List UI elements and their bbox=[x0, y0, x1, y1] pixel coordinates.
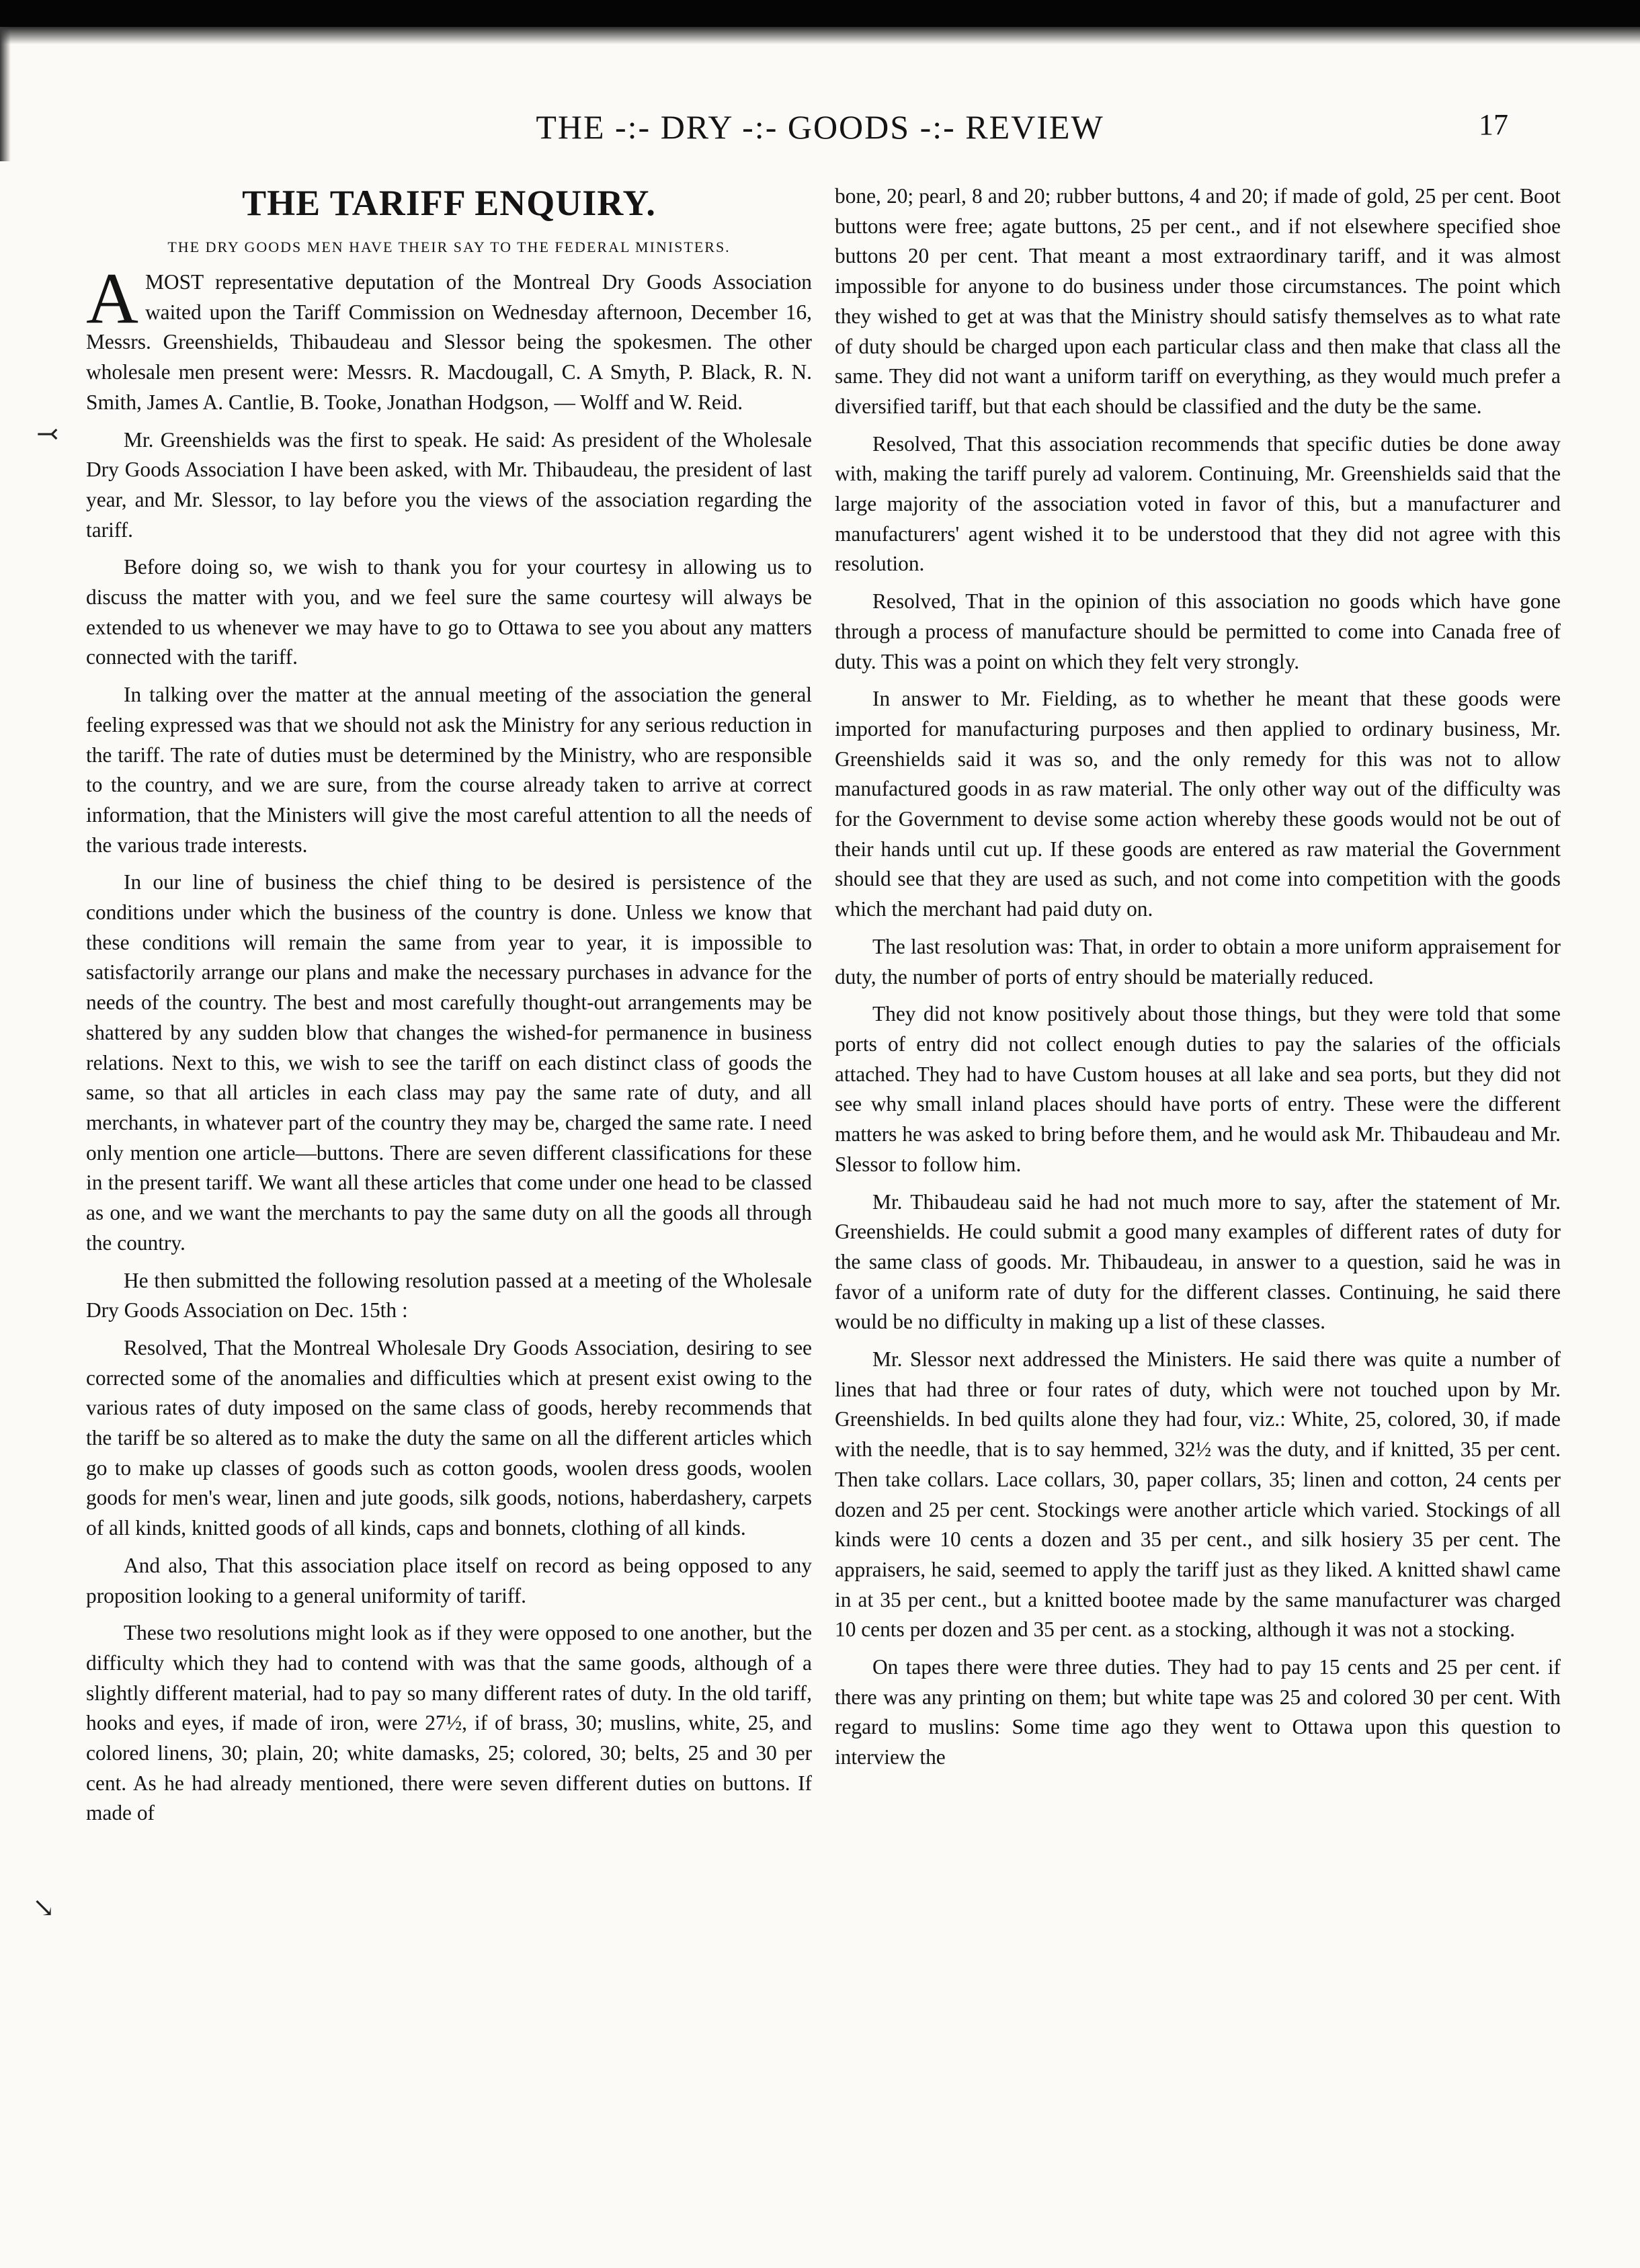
paragraph: He then submitted the following resolution passed at a meeting of the Wholesale Dry Goods Association on Dec. 15th : bbox=[86, 1268, 812, 1322]
paragraph: Before doing so, we wish to thank you for your courtesy in allowing us to discuss the matter with you, and we feel sure the same courtesy will always be extended to us whenever we may have to go to Ottawa to see you about any matters connected with the tariff. bbox=[86, 555, 812, 669]
paragraph: On tapes there were three duties. They had to pay 15 cents and 25 per cent. if there was any printing on them; but white tape was 25 and colored 30 per cent. With regard to muslins: Some time ago they went to Ottawa upon this question to interview the bbox=[835, 1655, 1561, 1769]
paragraph: Resolved, That this association recommends that specific duties be done away with, making the tariff purely ad valorem. Continuing, Mr. Greenshields said that the large majority of the association voted in favor of this, but a manufacturer and manufacturers' agent wished it to be understood that they did not agree with this resolution. bbox=[835, 431, 1561, 576]
paragraph: Mr. Thibaudeau said he had not much more to say, after the statement of Mr. Greenshields. He could submit a good many examples of different rates of duty for the same class of goods. Mr. Thibaudeau, in answer to a question, said he was in favor of a uniform rate of duty for the different classes. Continuing, he said there would be no difficulty in making up a list of these classes. bbox=[835, 1189, 1561, 1334]
paragraph: bone, 20; pearl, 8 and 20; rubber buttons, 4 and 20; if made of gold, 25 per cent. Boot buttons were free; agate buttons, 25 per cent., and if not elsewhere specified shoe buttons 20 per cent. That meant a most extraordinary tariff, and it was almost impossible for anyone to do business under those circumstances. The point which they wished to get at was that the Ministry should satisfy themselves as to what rate of duty should be charged upon each particular class and then make that class all the same. They did not want a uniform tariff on everything, as they would much prefer a diversified tariff, but that each should be classified and the duty be the same. bbox=[835, 184, 1561, 418]
paragraph: These two resolutions might look as if they were opposed to one another, but the difficulty which they had to contend with was that the same goods, although of a slightly different material, had to pay so many different rates of duty. In the old tariff, hooks and eyes, if made of iron, were 27½, if of brass, 30; muslins, white, 25, and colored linens, 30; plain, 20; white damasks, 25; colored, 30; belts, 25 and 30 per cent. As he had already mentioned, there were seven different duties on buttons. If made of bbox=[86, 1621, 812, 1825]
paragraph: In answer to Mr. Fielding, as to whether he meant that these goods were imported for manufacturing purposes and then applied to ordinary business, Mr. Greenshields said it was so, and the only remedy for this was not to allow manufactured goods in as raw material. The only other way out of the difficulty was for the Government to devise some action whereby these goods would not be out of their hands until cut up. If these goods are entered as raw material the Government should see that they are used as such, and not come into competition with the goods which the merchant had paid duty on. bbox=[835, 687, 1561, 921]
margin-mark: ⤙ bbox=[36, 419, 59, 449]
running-head bbox=[0, 108, 1640, 161]
paragraph: The last resolution was: That, in order to obtain a more uniform appraisement for duty, the number of ports of entry should be materially reduced. bbox=[835, 934, 1561, 989]
scan-shadow bbox=[0, 27, 1640, 44]
paragraph: They did not know positively about those things, but they were told that some ports of entry did not collect enough duties to pay the salaries of the officials attached. They had to have Custom houses at all lake and sea ports, but they did not see why small inland places should have ports of entry. These were the different matters he was asked to bring before them, and he would ask Mr. Thibaudeau and Mr. Slessor to follow him. bbox=[835, 1002, 1561, 1176]
article-deck: THE DRY GOODS MEN HAVE THEIR SAY TO THE FEDERAL MINISTERS. bbox=[167, 239, 731, 255]
paragraph: In our line of business the chief thing to be desired is persistence of the conditions under which the business of the country is done. Unless we know that these conditions will remain the same from year to year, it is impossible to satisfactorily arrange our plans and make the necessary purchases in advance for the needs of the country. The best and most carefully thought-out arrangements may be shattered by any sudden blow that changes the wished-for permanence in business relations. Next to this, we wish to see the tariff on each distinct class of goods the same, so that all articles in each class may pay the same rate of duty, and all merchants, in whatever part of the country they may be, charged the same rate. I need only mention one article—buttons. There are seven different classifications for these in the present tariff. We want all these articles that come under one head to be classed as one, and we want the merchants to pay the same duty on all the goods all through the country. bbox=[86, 870, 812, 1255]
paragraph: Resolved, That the Montreal Wholesale Dry Goods Association, desiring to see corrected some of the anomalies and difficulties which at present exist owing to the various rates of duty imposed on the same class of goods, hereby recommends that the tariff be so altered as to make the duty the same on all the different articles which go to make up classes of goods such as cotton goods, woolen dress goods, woolen goods for men's wear, linen and jute goods, silk goods, notions, haberdashery, carpets of all kinds, knitted goods of all kinds, caps and bonnets, clothing of all kinds. bbox=[86, 1335, 812, 1540]
paragraph: And also, That this association place itself on record as being opposed to any proposition looking to a general uniformity of tariff. bbox=[86, 1553, 812, 1607]
scan-border-top bbox=[0, 0, 1640, 27]
journal-title: THE -:- DRY -:- GOODS -:- REVIEW bbox=[536, 108, 1104, 146]
page-number: 17 bbox=[1479, 108, 1508, 141]
article-headline: THE TARIFF ENQUIRY. bbox=[242, 183, 656, 223]
right-column bbox=[835, 181, 1561, 1773]
margin-mark: ↘ bbox=[32, 1892, 55, 1923]
left-column bbox=[86, 181, 812, 1829]
paragraph: Mr. Greenshields was the first to speak. He said: As president of the Wholesale Dry Goods Association I have been asked, with Mr. Thibaudeau, the president of last year, and Mr. Slessor, to lay before you the views of the association regarding the tariff. bbox=[86, 427, 812, 542]
paragraph: AMOST representative deputation of the Montreal Dry Goods Association waited upon the Tariff Commission on Wednesday afternoon, December 16, Messrs. Greenshields, Thibaudeau and Slessor being the spokesmen. The other wholesale men present were: Messrs. R. Macdougall, C. A Smyth, P. Black, R. N. Smith, James A. Cantlie, B. Tooke, Jonathan Hodgson, — Wolff and W. Reid. bbox=[86, 259, 812, 414]
paragraph: In talking over the matter at the annual meeting of the association the general feeling expressed was that we should not ask the Ministry for any serious reduction in the tariff. The rate of duties must be determined by the Ministry, who are responsible to the country, and we are sure, from the course already taken to arrive at correct information, that the Ministers will give the most careful attention to all the needs of the various trade interests. bbox=[86, 683, 812, 857]
paragraph: Resolved, That in the opinion of this association no goods which have gone through a process of manufacture should be permitted to come into Canada free of duty. This was a point on which they felt very strongly. bbox=[835, 589, 1561, 673]
paragraph: Mr. Slessor next addressed the Ministers. He said there was quite a number of lines that had three or four rates of duty, which were not touched upon by Mr. Greenshields. In bed quilts alone they had four, viz.: White, 25, colored, 30, if made with the needle, that is to say hemmed, 32½ was the duty, and if knitted, 35 per cent. Then take collars. Lace collars, 30, paper collars, 35; linen and cotton, 24 cents per dozen and 25 per cent. Stockings were another article which varied. Stockings of all kinds were 10 cents a dozen and 35 per cent., and silk hosiery 35 per cent. The appraisers, he said, seemed to apply the tariff just as they liked. A knitted shawl came in at 35 per cent., but a knitted bootee made by the same manufacturer was charged 10 cents per dozen and 35 per cent. as a stocking, although it was not a stocking. bbox=[835, 1347, 1561, 1642]
